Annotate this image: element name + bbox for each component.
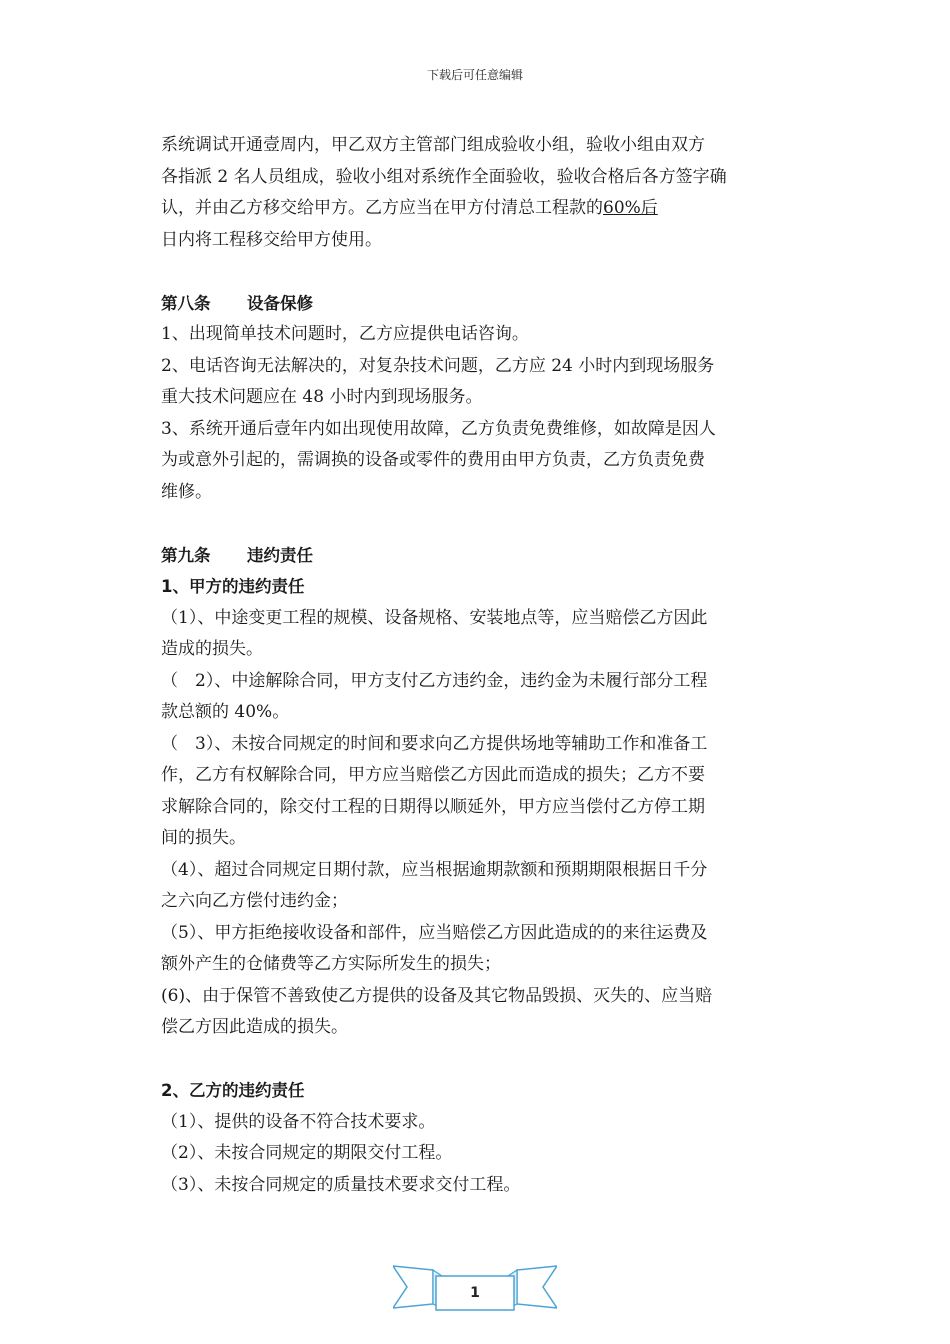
clause-line: 之六向乙方偿付违约金； — [161, 891, 348, 911]
clause-line: 作，乙方有权解除合同，甲方应当赔偿乙方因此而造成的损失；乙方不要 — [161, 765, 705, 785]
clause-line: 重大技术问题应在 48 小时内到现场服务。 — [161, 387, 483, 407]
clause-line: 款总额的 40%。 — [161, 702, 290, 722]
clause-line: 2、电话咨询无法解决的，对复杂技术问题，乙方应 24 小时内到现场服务 — [161, 355, 715, 376]
clause-line: 为或意外引起的，需调换的设备或零件的费用由甲方负责，乙方负责免费 — [161, 450, 705, 470]
clause-line: （4）、超过合同规定日期付款，应当根据逾期款额和预期期限根据日千分 — [161, 859, 708, 880]
clause-line: （ 2）、中途解除合同，甲方支付乙方违约金，违约金为未履行部分工程 — [161, 670, 708, 691]
clause-line: 维修。 — [161, 481, 212, 502]
clause-line: 额外产生的仓储费等乙方实际所发生的损失； — [161, 954, 501, 974]
clause-line: （3）、未按合同规定的质量技术要求交付工程。 — [161, 1174, 521, 1195]
clause-line: （1）、提供的设备不符合技术要求。 — [161, 1111, 436, 1132]
article-8-heading — [161, 288, 791, 320]
paragraph-text: 认，并由乙方移交给甲方。乙方应当在甲方付清总工程款的 — [161, 198, 603, 218]
clause-line: 间的损失。 — [161, 828, 246, 848]
paragraph-line — [161, 193, 791, 225]
article-subtitle: 违约责任 — [247, 545, 313, 565]
header-note: 下载后可任意编辑 — [426, 68, 523, 82]
section-heading: 2、乙方的违约责任 — [161, 1081, 305, 1100]
article-9-heading — [161, 540, 791, 572]
clause-line: （1）、中途变更工程的规模、设备规格、安装地点等，应当赔偿乙方因此 — [161, 607, 708, 628]
page-number: 1 — [470, 1285, 480, 1301]
section-heading: 1、甲方的违约责任 — [161, 577, 305, 596]
clause-line: （2）、未按合同规定的期限交付工程。 — [161, 1143, 453, 1163]
paragraph-line: 各指派 2 名人员组成，验收小组对系统作全面验收，验收合格后各方签字确 — [161, 166, 727, 187]
clause-line: (6)、由于保管不善致使乙方提供的设备及其它物品毁损、灭失的、应当赔 — [161, 985, 713, 1006]
clause-line: 偿乙方因此造成的损失。 — [161, 1017, 348, 1037]
clause-line: 造成的损失。 — [161, 639, 263, 659]
paragraph-line: 系统调试开通壹周内，甲乙双方主管部门组成验收小组，验收小组由双方 — [161, 135, 705, 155]
clause-line: 3、系统开通后壹年内如出现使用故障，乙方负责免费维修，如故障是因人 — [161, 418, 716, 439]
clause-line: 求解除合同的，除交付工程的日期得以顺延外，甲方应当偿付乙方停工期 — [161, 796, 705, 817]
clause-line: （ 3）、未按合同规定的时间和要求向乙方提供场地等辅助工作和准备工 — [161, 733, 708, 754]
clause-line: 1、出现简单技术问题时，乙方应提供电话咨询。 — [161, 324, 529, 344]
document-body — [161, 130, 791, 1201]
paragraph-line: 日内将工程移交给甲方使用。 — [161, 229, 382, 250]
clause-line: （5）、甲方拒绝接收设备和部件，应当赔偿乙方因此造成的的来往运费及 — [161, 922, 708, 943]
article-subtitle: 设备保修 — [247, 293, 313, 313]
article-number: 第九条 — [161, 545, 211, 565]
underlined-percentage: 60%后 — [603, 198, 658, 218]
article-number: 第八条 — [161, 293, 211, 313]
